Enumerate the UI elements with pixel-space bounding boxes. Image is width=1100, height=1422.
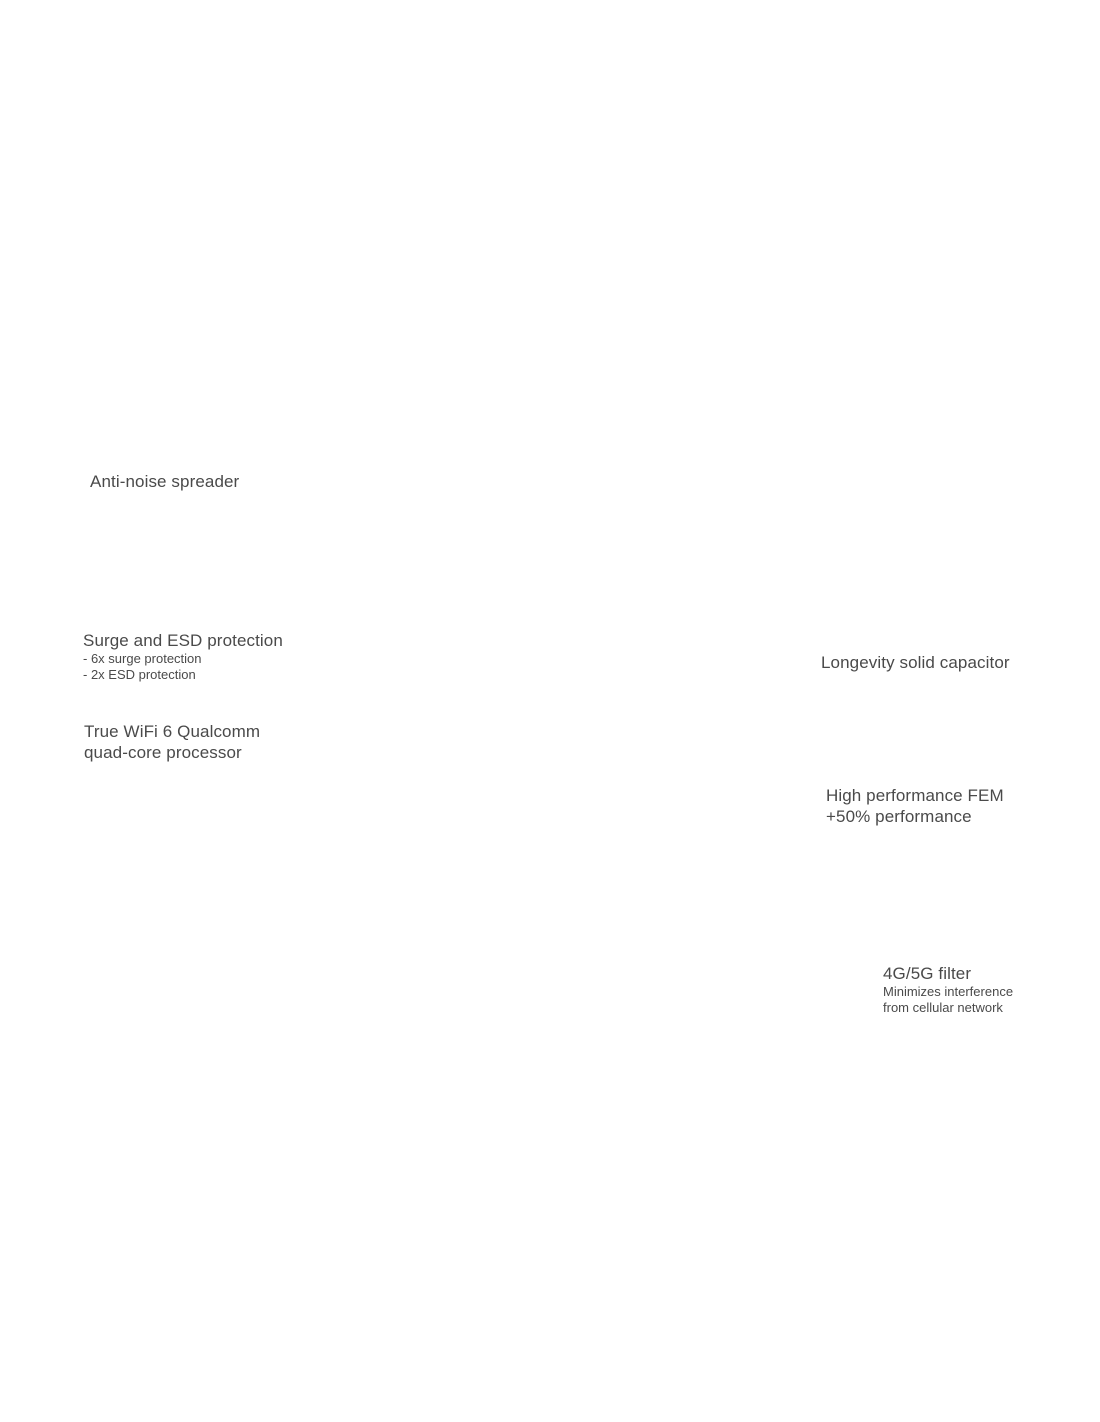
callout-anti-noise-spreader — [90, 471, 239, 492]
callout-4g-5g-filter — [883, 963, 1013, 1016]
callout-longevity-capacitor — [821, 652, 1010, 673]
callout-title: Longevity solid capacitor — [821, 653, 1010, 672]
callout-qualcomm-processor — [84, 721, 260, 763]
callout-title: Surge and ESD protection — [83, 631, 283, 650]
callout-detail: - 6x surge protection — [83, 651, 202, 666]
callout-title-line: High performance FEM — [826, 786, 1004, 805]
callout-title-line: +50% performance — [826, 807, 972, 826]
callout-detail: - 2x ESD protection — [83, 667, 196, 682]
callout-detail: Minimizes interference — [883, 984, 1014, 999]
callout-title: Anti-noise spreader — [90, 472, 240, 491]
callout-surge-esd-protection — [83, 630, 283, 683]
callout-detail: from cellular network — [883, 1000, 1003, 1015]
callout-high-performance-fem — [826, 785, 1004, 827]
callout-title-line: quad-core processor — [84, 743, 242, 762]
callout-title: 4G/5G filter — [883, 964, 972, 983]
callout-title-line: True WiFi 6 Qualcomm — [84, 722, 261, 741]
